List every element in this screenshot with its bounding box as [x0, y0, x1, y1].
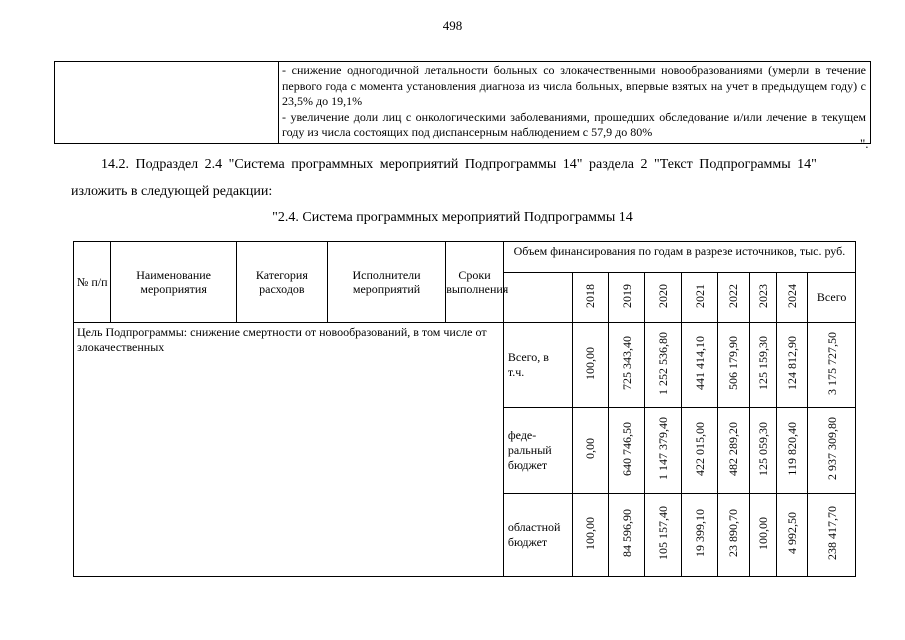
previous-table-continuation: [54, 61, 871, 144]
header-year: 2020: [645, 273, 681, 323]
funding-value: 105 157,40: [645, 494, 681, 577]
funding-source: феде-ральный бюджет: [503, 408, 572, 494]
funding-value: 0,00: [572, 408, 608, 494]
header-financing: Объем финансирования по годам в разрезе источников, тыс. руб.: [503, 242, 855, 273]
header-source-blank: [503, 273, 572, 323]
header-year: 2022: [718, 273, 749, 323]
header-name: Наименование мероприятия: [111, 242, 236, 323]
funding-value: 124 812,90: [776, 323, 807, 408]
funding-value: 725 343,40: [609, 323, 645, 408]
header-year: 2024: [776, 273, 807, 323]
section-title: "2.4. Система программных мероприятий Подпрограммы 14: [272, 210, 633, 225]
indicator-bullet-1: - снижение одногодичной летальности больных со злокачественными новообразованиями (умерли в течение первого года с момента установления диагноза из числа больных, впервые взятых на учет в предыдущем году) с 23,5% до 19,1%: [282, 63, 866, 108]
funding-value: 100,00: [572, 494, 608, 577]
amendment-paragraph-line-2: изложить в следующей редакции:: [71, 184, 273, 199]
funding-value: 84 596,90: [609, 494, 645, 577]
header-year: 2019: [609, 273, 645, 323]
program-measures-table: [73, 241, 856, 577]
amendment-paragraph-line-1: 14.2. Подраздел 2.4 "Система программных мероприятий Подпрограммы 14" раздела 2 "Текст Подпрограммы 14": [101, 157, 817, 172]
funding-source: Всего, в т.ч.: [503, 323, 572, 408]
funding-total: 3 175 727,50: [808, 323, 856, 408]
funding-value: 19 399,10: [681, 494, 717, 577]
page-number: 498: [442, 18, 463, 33]
closing-quote: ".: [860, 136, 869, 151]
empty-left-cell: [55, 62, 279, 144]
funding-value: 482 289,20: [718, 408, 749, 494]
funding-value: 422 015,00: [681, 408, 717, 494]
funding-value: 640 746,50: [609, 408, 645, 494]
funding-value: 100,00: [572, 323, 608, 408]
header-num: № п/п: [74, 242, 111, 323]
header-executors: Исполнители мероприятий: [327, 242, 445, 323]
funding-source: областной бюджет: [503, 494, 572, 577]
funding-value: 1 147 379,40: [645, 408, 681, 494]
funding-total: 238 417,70: [808, 494, 856, 577]
funding-value: 100,00: [749, 494, 776, 577]
funding-value: 125 059,30: [749, 408, 776, 494]
funding-value: 1 252 536,80: [645, 323, 681, 408]
header-year: 2021: [681, 273, 717, 323]
header-total: Всего: [808, 273, 856, 323]
program-goal: Цель Подпрограммы: снижение смертности от новообразований, в том числе от злокачественных: [74, 323, 504, 577]
funding-value: 441 414,10: [681, 323, 717, 408]
funding-value: 23 890,70: [718, 494, 749, 577]
indicator-bullet-2: - увеличение доли лиц с онкологическими заболеваниями, прошедших обследование и/или лечение в текущем году из числа состоящих под диспансерным наблюдением с 57,9 до 80%: [282, 109, 866, 139]
funding-value: 125 159,30: [749, 323, 776, 408]
header-terms: Сроки выполнения: [446, 242, 504, 323]
funding-value: 506 179,90: [718, 323, 749, 408]
funding-total: 2 937 309,80: [808, 408, 856, 494]
funding-value: 119 820,40: [776, 408, 807, 494]
header-year: 2018: [572, 273, 608, 323]
funding-value: 4 992,50: [776, 494, 807, 577]
indicator-cell: [279, 62, 871, 144]
header-category: Категория расходов: [236, 242, 327, 323]
header-year: 2023: [749, 273, 776, 323]
